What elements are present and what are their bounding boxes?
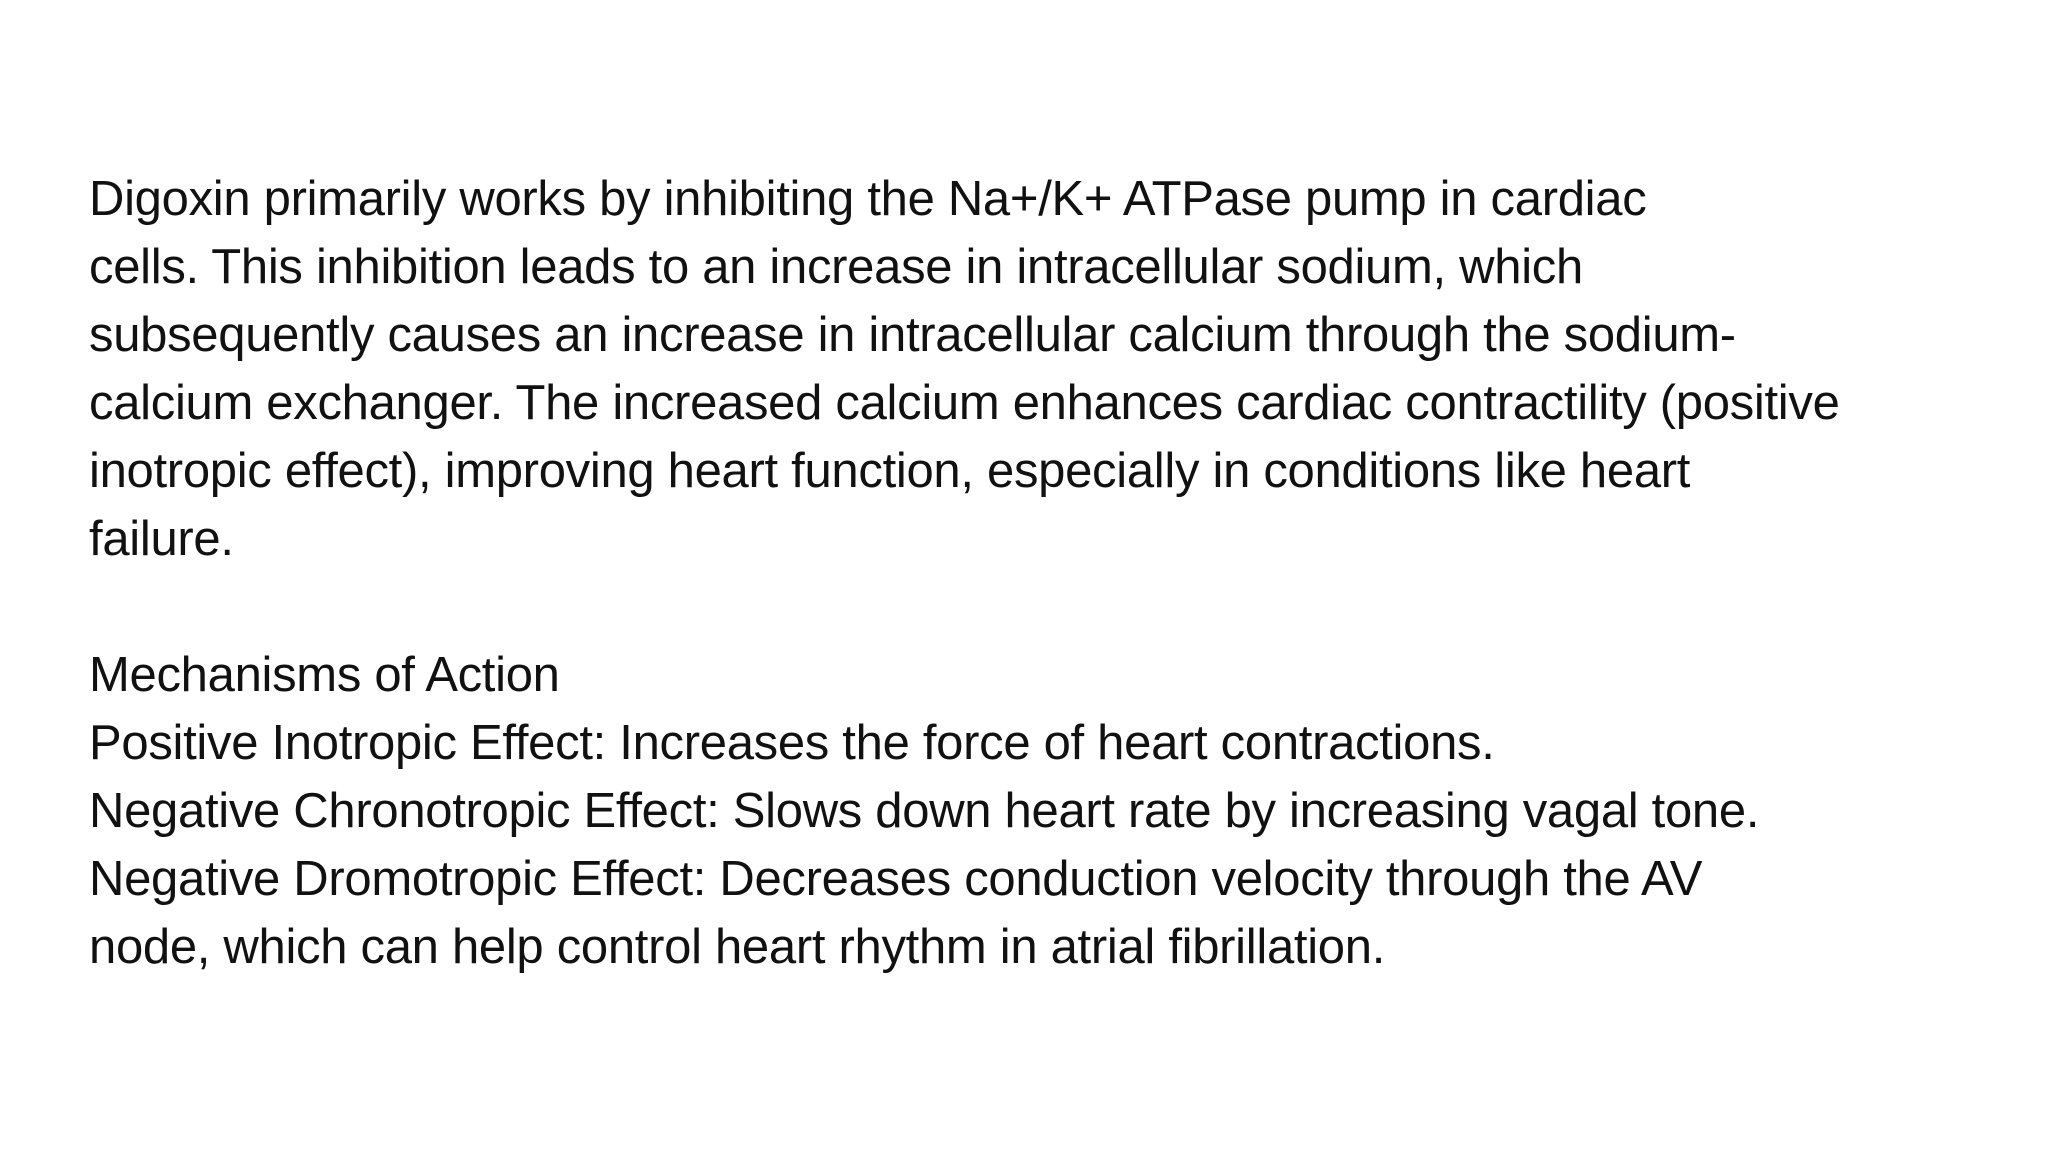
intro-line: subsequently causes an increase in intracellular calcium through the sodium-: [89, 308, 1736, 362]
paragraph-gap: [89, 573, 2019, 641]
intro-line: cells. This inhibition leads to an increase in intracellular sodium, which: [89, 240, 1583, 294]
mechanisms-heading: Mechanisms of Action: [89, 648, 560, 702]
mechanism-line: Positive Inotropic Effect: Increases the force of heart contractions.: [89, 716, 1495, 770]
intro-line: Digoxin primarily works by inhibiting the Na+/K+ ATPase pump in cardiac: [89, 172, 1647, 226]
intro-line: calcium exchanger. The increased calcium enhances cardiac contractility (positive: [89, 376, 1840, 430]
mechanism-line: Negative Chronotropic Effect: Slows down heart rate by increasing vagal tone.: [89, 784, 1760, 838]
mechanism-line: Negative Dromotropic Effect: Decreases conduction velocity through the AV: [89, 852, 1703, 906]
mechanism-line: node, which can help control heart rhythm in atrial fibrillation.: [89, 920, 1386, 974]
intro-line: failure.: [89, 512, 234, 566]
intro-line: inotropic effect), improving heart function, especially in conditions like heart: [89, 444, 1691, 498]
text-body: [89, 165, 2019, 981]
